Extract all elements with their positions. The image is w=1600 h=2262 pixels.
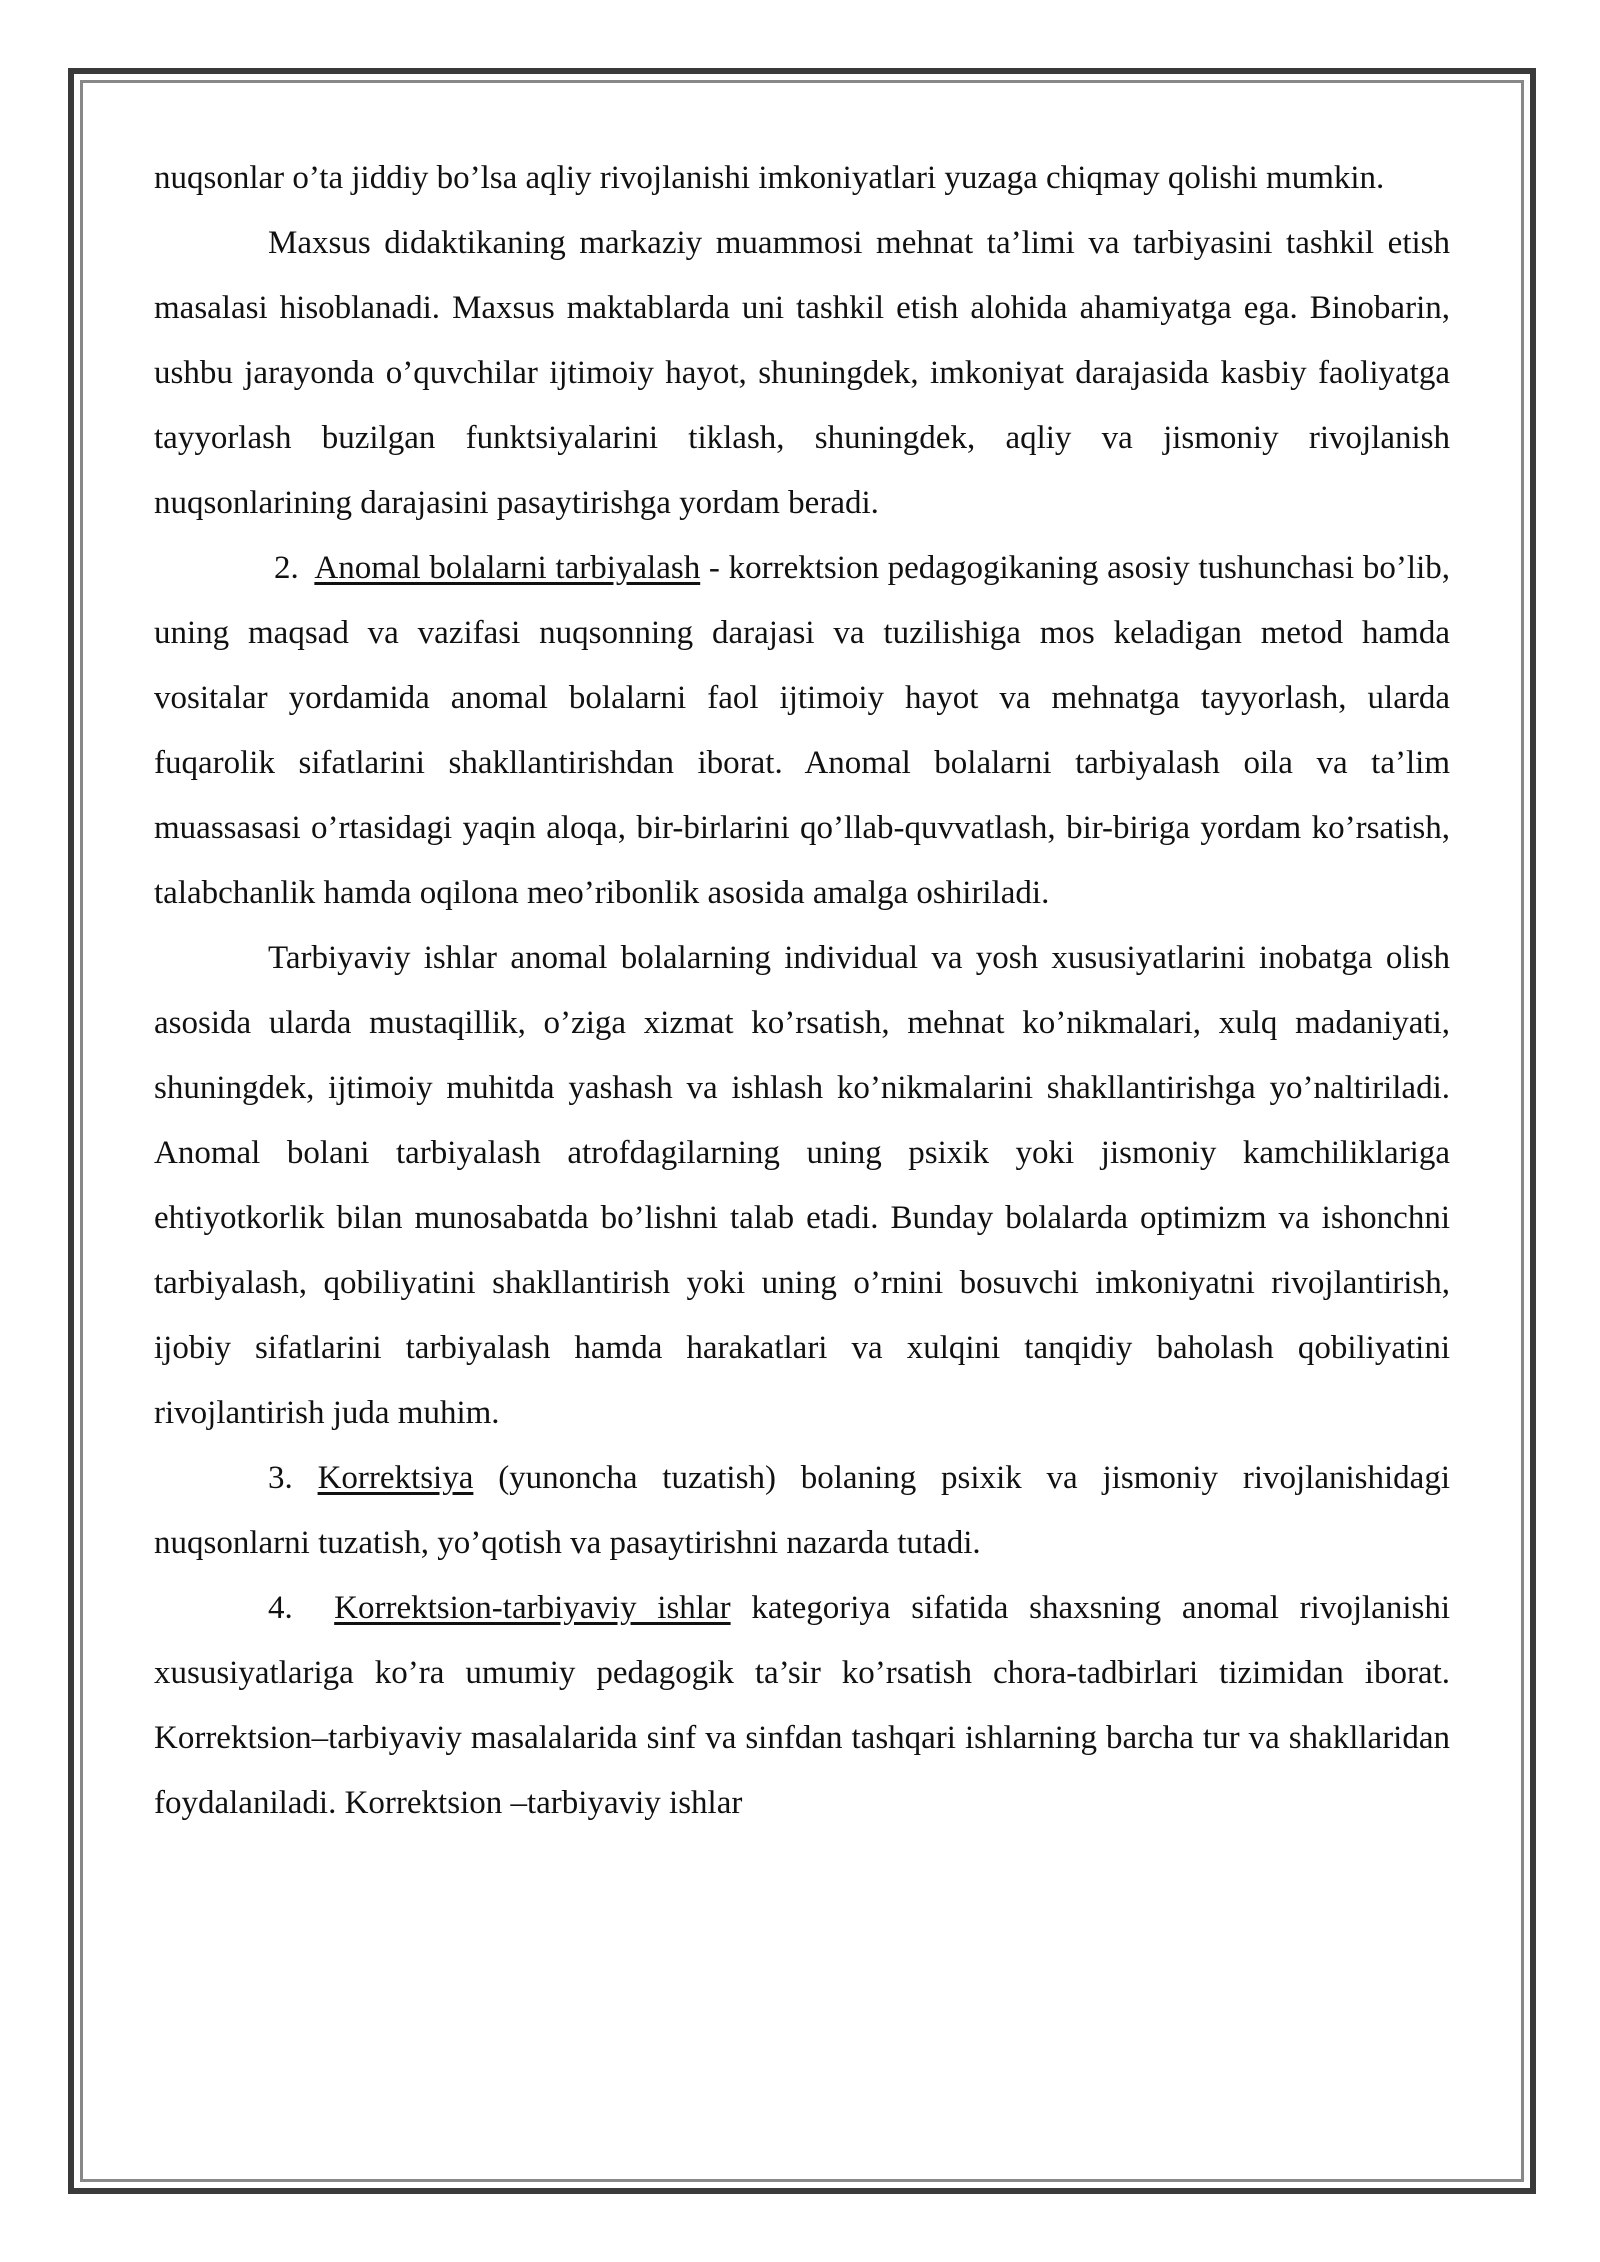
paragraph-text: - korrektsion pedagogikaning asosiy tushunchasi bo’lib, uning maqsad va vazifasi nuqsonning darajasi va tuzilishiga mos keladigan metod hamda vositalar yordamida anomal bolalarni faol ijtimoiy hayot va mehnatga tayyorlash, ularda fuqarolik sifatlarini shakllantirishdan iborat. Anomal bolalarni tarbiyalash oila va ta’lim muassasasi o’rtasidagi yaqin aloqa, bir-birlarini qo’llab-quvvatlash, bir-biriga yordam ko’rsatish, talabchanlik hamda oqilona meo’ribonlik asosida amalga oshiriladi.: [154, 550, 1450, 911]
term-korrektsion-tarbiyaviy-ishlar: Korrektsion-tarbiyaviy ishlar: [334, 1590, 731, 1626]
paragraph-korrektsiya: [154, 1446, 1450, 1576]
paragraph-text: kategoriya sifatida shaxsning anomal rivojlanishi xususiyatlariga ko’ra umumiy pedagogik ta’sir ko’rsatish chora-tadbirlari tizimidan iborat. Korrektsion–tarbiyaviy masalalarida sinf va sinfdan tashqari ishlarning barcha tur va shakllaridan foydalaniladi. Korrektsion –tarbiyaviy ishlar: [154, 1590, 1450, 1821]
document-body: [154, 146, 1450, 1836]
term-korrektsiya: Korrektsiya: [317, 1460, 474, 1496]
item-number: 3.: [268, 1460, 293, 1496]
paragraph-maxsus-didaktika: Maxsus didaktikaning markaziy muammosi mehnat ta’limi va tarbiyasini tashkil etish masalasi hisoblanadi. Maxsus maktablarda uni tashkil etish alohida ahamiyatga ega. Binobarin, ushbu jarayonda o’quvchilar ijtimoiy hayot, shuningdek, imkoniyat darajasida kasbiy faoliyatga tayyorlash buzilgan funktsiyalarini tiklash, shuningdek, aqliy va jismoniy rivojlanish nuqsonlarining darajasini pasaytirishga yordam beradi.: [154, 225, 1450, 521]
paragraph-text: (yunoncha tuzatish) bolaning psixik va jismoniy rivojlanishidagi nuqsonlarni tuzatish, yo’qotish va pasaytirishni nazarda tutadi.: [154, 1460, 1450, 1561]
paragraph-anomal-tarbiyalash: [154, 536, 1450, 926]
item-number: 4.: [268, 1590, 293, 1626]
paragraph-korrektsion-tarbiyaviy: [154, 1576, 1450, 1836]
paragraph-continuation: nuqsonlar o’ta jiddiy bo’lsa aqliy rivojlanishi imkoniyatlari yuzaga chiqmay qolishi mumkin.: [154, 160, 1385, 196]
item-number: 2.: [274, 550, 299, 586]
term-anomal-bolalarni-tarbiyalash: Anomal bolalarni tarbiyalash: [314, 550, 701, 586]
paragraph-tarbiyaviy-ishlar: Tarbiyaviy ishlar anomal bolalarning individual va yosh xususiyatlarini inobatga olish asosida ularda mustaqillik, o’ziga xizmat ko’rsatish, mehnat ko’nikmalari, xulq madaniyati, shuningdek, ijtimoiy muhitda yashash va ishlash ko’nikmalarini shakllantirishga yo’naltiriladi. Anomal bolani tarbiyalash atrofdagilarning uning psixik yoki jismoniy kamchiliklariga ehtiyotkorlik bilan munosabatda bo’lishni talab etadi. Bunday bolalarda optimizm va ishonchni tarbiyalash, qobiliyatini shakllantirish yoki uning o’rnini bosuvchi imkoniyatni rivojlantirish, ijobiy sifatlarini tarbiyalash hamda harakatlari va xulqini tanqidiy baholash qobiliyatini rivojlantirish juda muhim.: [154, 940, 1450, 1431]
